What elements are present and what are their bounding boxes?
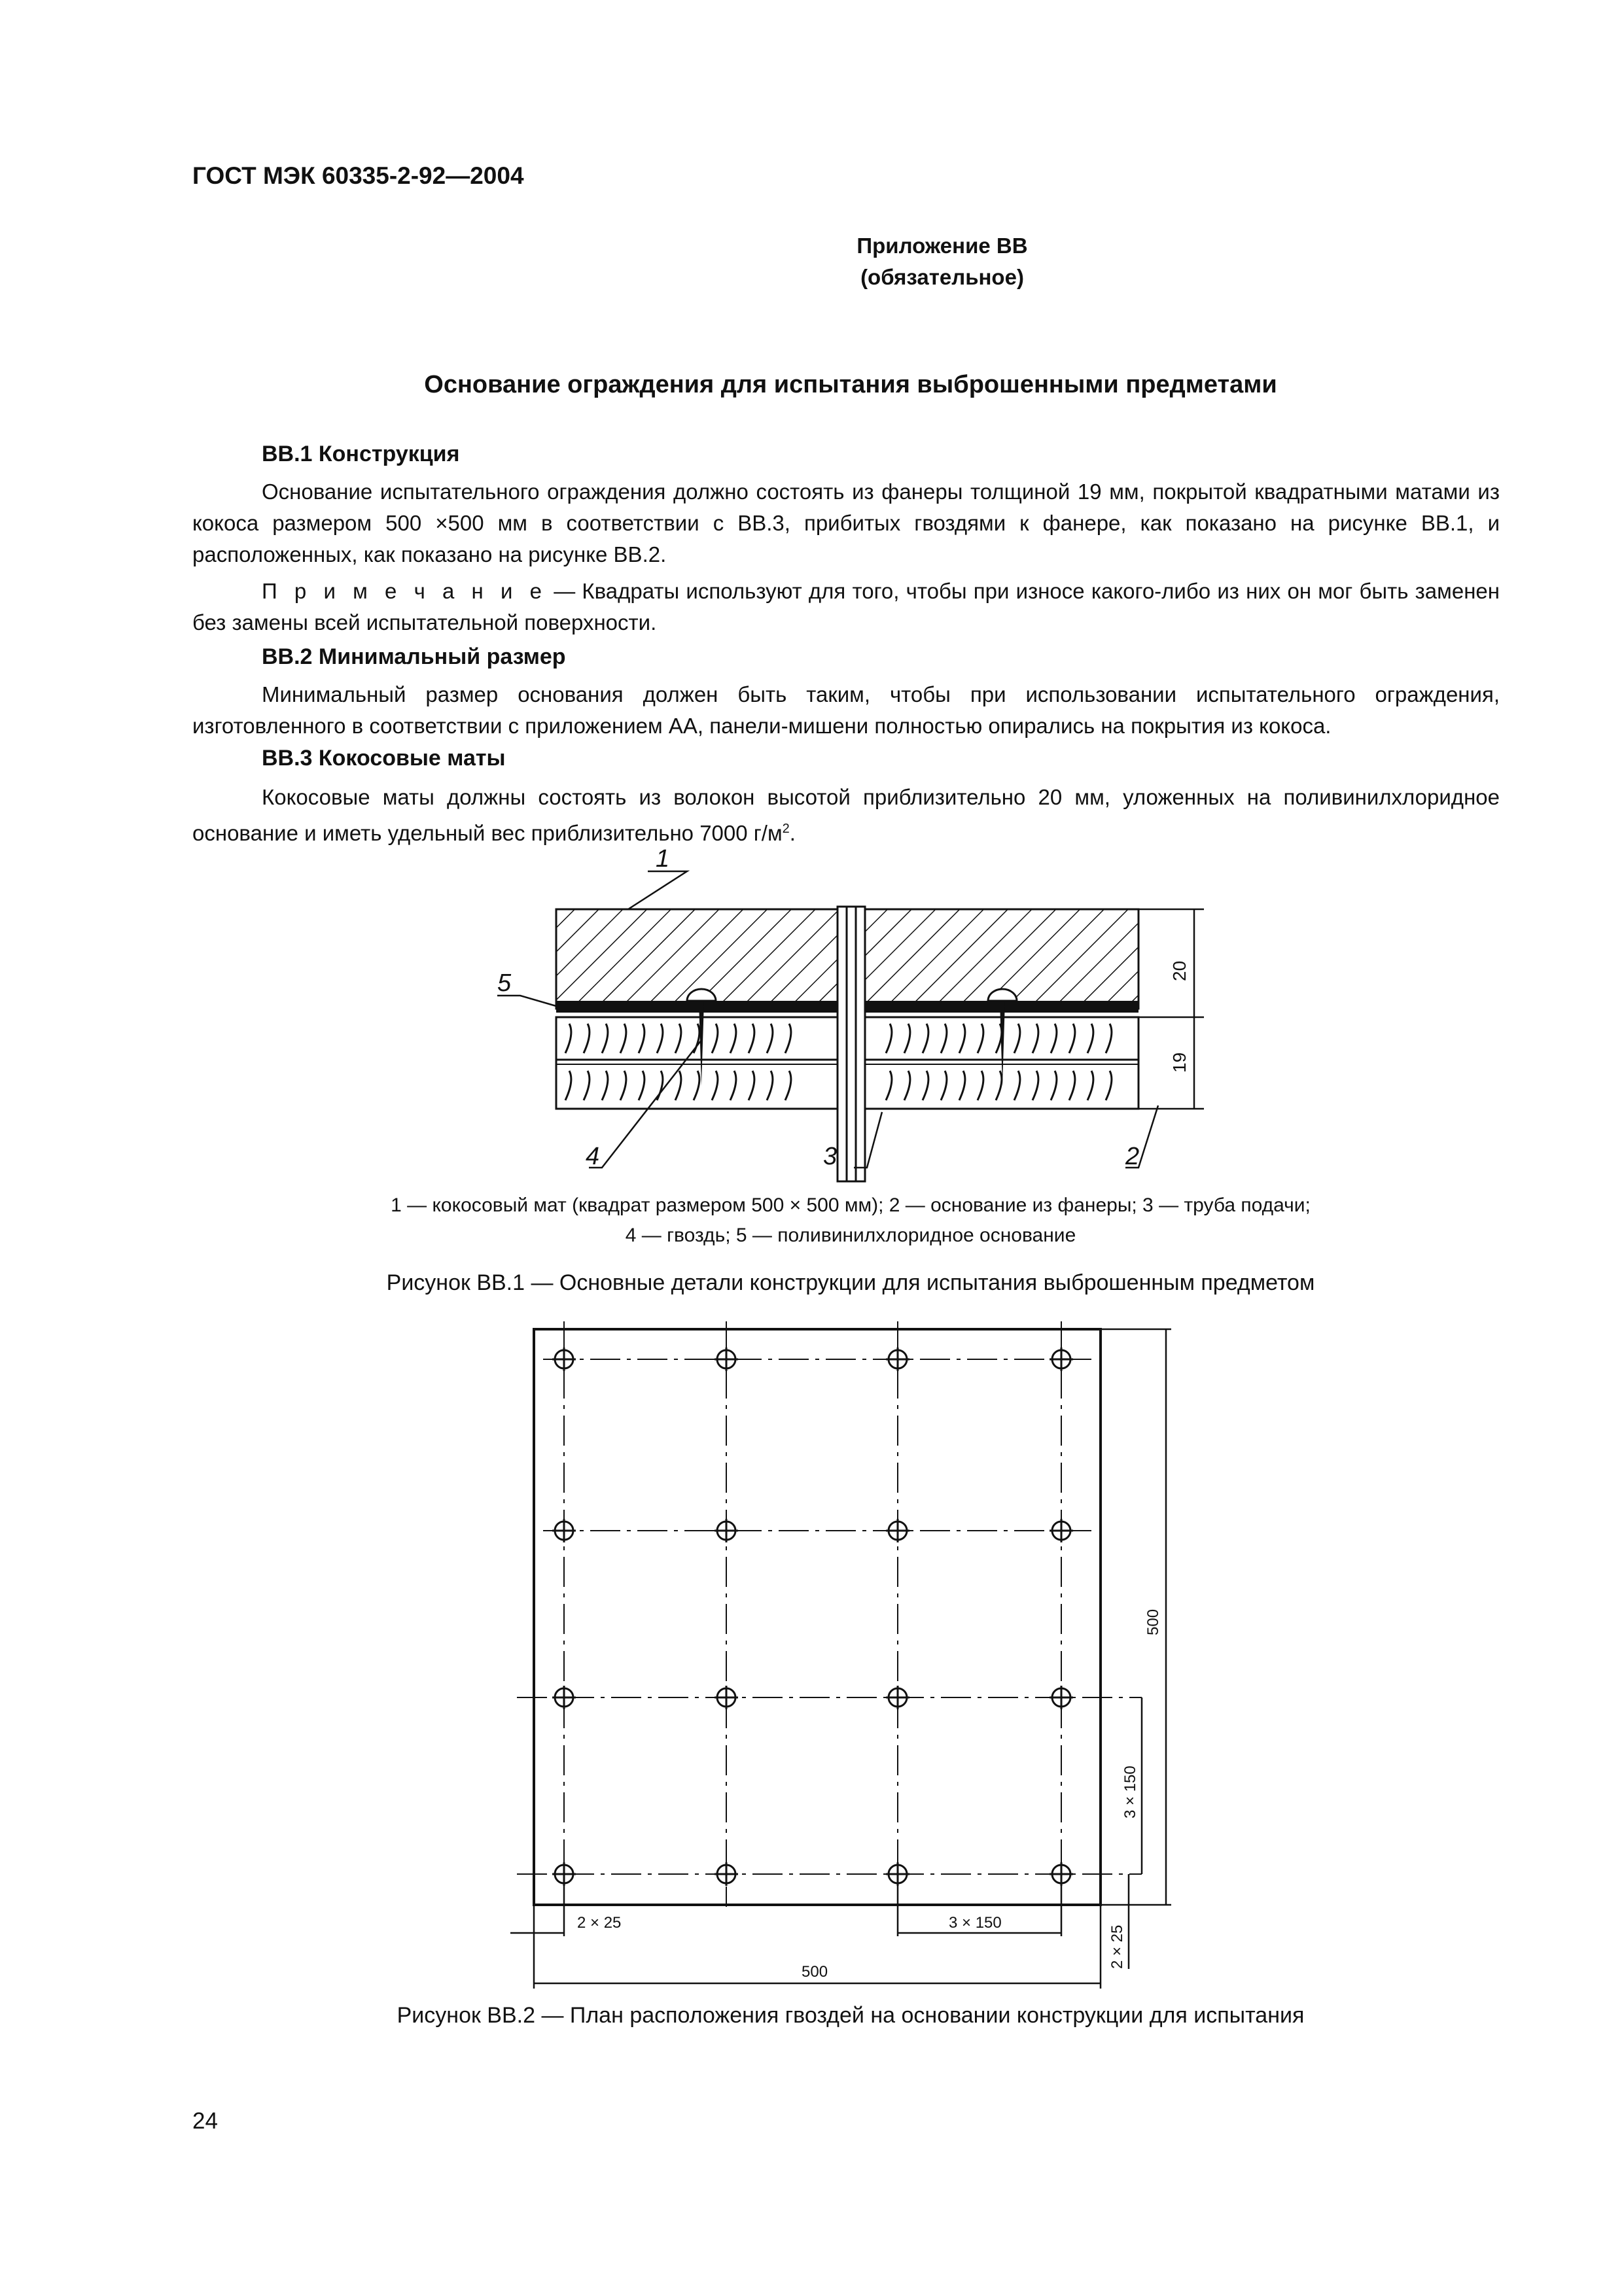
figure-bb2-drawing [497,1315,1184,2002]
fig1-label-3: 3 [823,1143,838,1170]
section-bb3-body: Кокосовые маты должны состоять из волокон высотой приблизительно 20 мм, уложенных на поливинилхлоридное основание и иметь удельный вес приблизительно 7000 г/м [192,785,1500,845]
main-title: Основание ограждения для испытания выброшенными предметами [424,371,1277,398]
section-bb3-sup: 2 [782,822,790,836]
fig2-dim-2x25-right: 2 × 25 [1108,1924,1126,1969]
section-bb2-heading: ВВ.2 Минимальный размер [262,644,566,669]
fig1-dimension-lines [1139,909,1204,1109]
section-bb3-tail: . [789,821,796,845]
section-bb3-heading: ВВ.3 Кокосовые маты [262,746,506,771]
section-bb1-body: Основание испытательного ограждения должно состоять из фанеры толщиной 19 мм, покрытой квадратными матами из кокоса размером 500 ×500 мм в соответствии с ВВ.3, прибитых гвоздями к фанере, как показано на рисунке ВВ.1, и расположенных, как показано на рисунке ВВ.2. [192,479,1500,566]
fig2-dim-500-bottom: 500 [802,1963,828,1981]
note-label: П р и м е ч а н и е [262,579,547,603]
figure-bb1-caption: Рисунок ВВ.1 — Основные детали конструкции для испытания выброшенным предметом [386,1270,1315,1295]
section-bb2-body: Минимальный размер основания должен быть таким, чтобы при использовании испытательного ограждения, изготовленного в соответствии с приложением АА, панели-мишени полностью опирались на покрытия из кокоса. [192,682,1500,738]
figure-bb1-legend-line1: 1 — кокосовый мат (квадрат размером 500 × 500 мм); 2 — основание из фанеры; 3 — труба подачи; [391,1194,1311,1216]
fig1-dim-20: 20 [1169,960,1190,981]
fig2-dim-500-right: 500 [1144,1609,1162,1635]
fig1-dim-19: 19 [1169,1052,1190,1073]
note [192,576,1500,638]
fig2-dim-3x150-right: 3 × 150 [1121,1765,1139,1818]
page-number: 24 [192,2108,218,2134]
section-bb1-text [192,476,1500,570]
figure-bb1-drawing [471,844,1243,1184]
base-square [534,1329,1101,1905]
note-text: — Квадраты используют для того, чтобы при износе какого-либо из них он мог быть заменен без замены всей испытательной поверхности. [192,579,1500,635]
feed-pipe [838,907,865,1181]
figure-bb1-legend-line2: 4 — гвоздь; 5 — поливинилхлоридное основание [625,1225,1076,1246]
figure-bb2-caption: Рисунок ВВ.2 — План расположения гвоздей на основании конструкции для испытания [397,2003,1305,2028]
fig1-label-2: 2 [1125,1143,1140,1170]
appendix-status: (обязательное) [860,265,1024,289]
section-bb3-text [192,782,1500,849]
fig1-label-5: 5 [497,969,512,997]
section-bb1-heading: ВВ.1 Конструкция [262,442,460,466]
fig1-label-1: 1 [656,845,670,873]
appendix-title: Приложение ВВ [856,234,1028,258]
section-bb2-text [192,679,1500,742]
fig2-dim-3x150-bottom: 3 × 150 [949,1914,1002,1932]
fig2-dim-2x25-bottom: 2 × 25 [577,1914,622,1932]
fig1-label-4: 4 [586,1143,600,1170]
document-header: ГОСТ МЭК 60335-2-92—2004 [192,162,524,189]
